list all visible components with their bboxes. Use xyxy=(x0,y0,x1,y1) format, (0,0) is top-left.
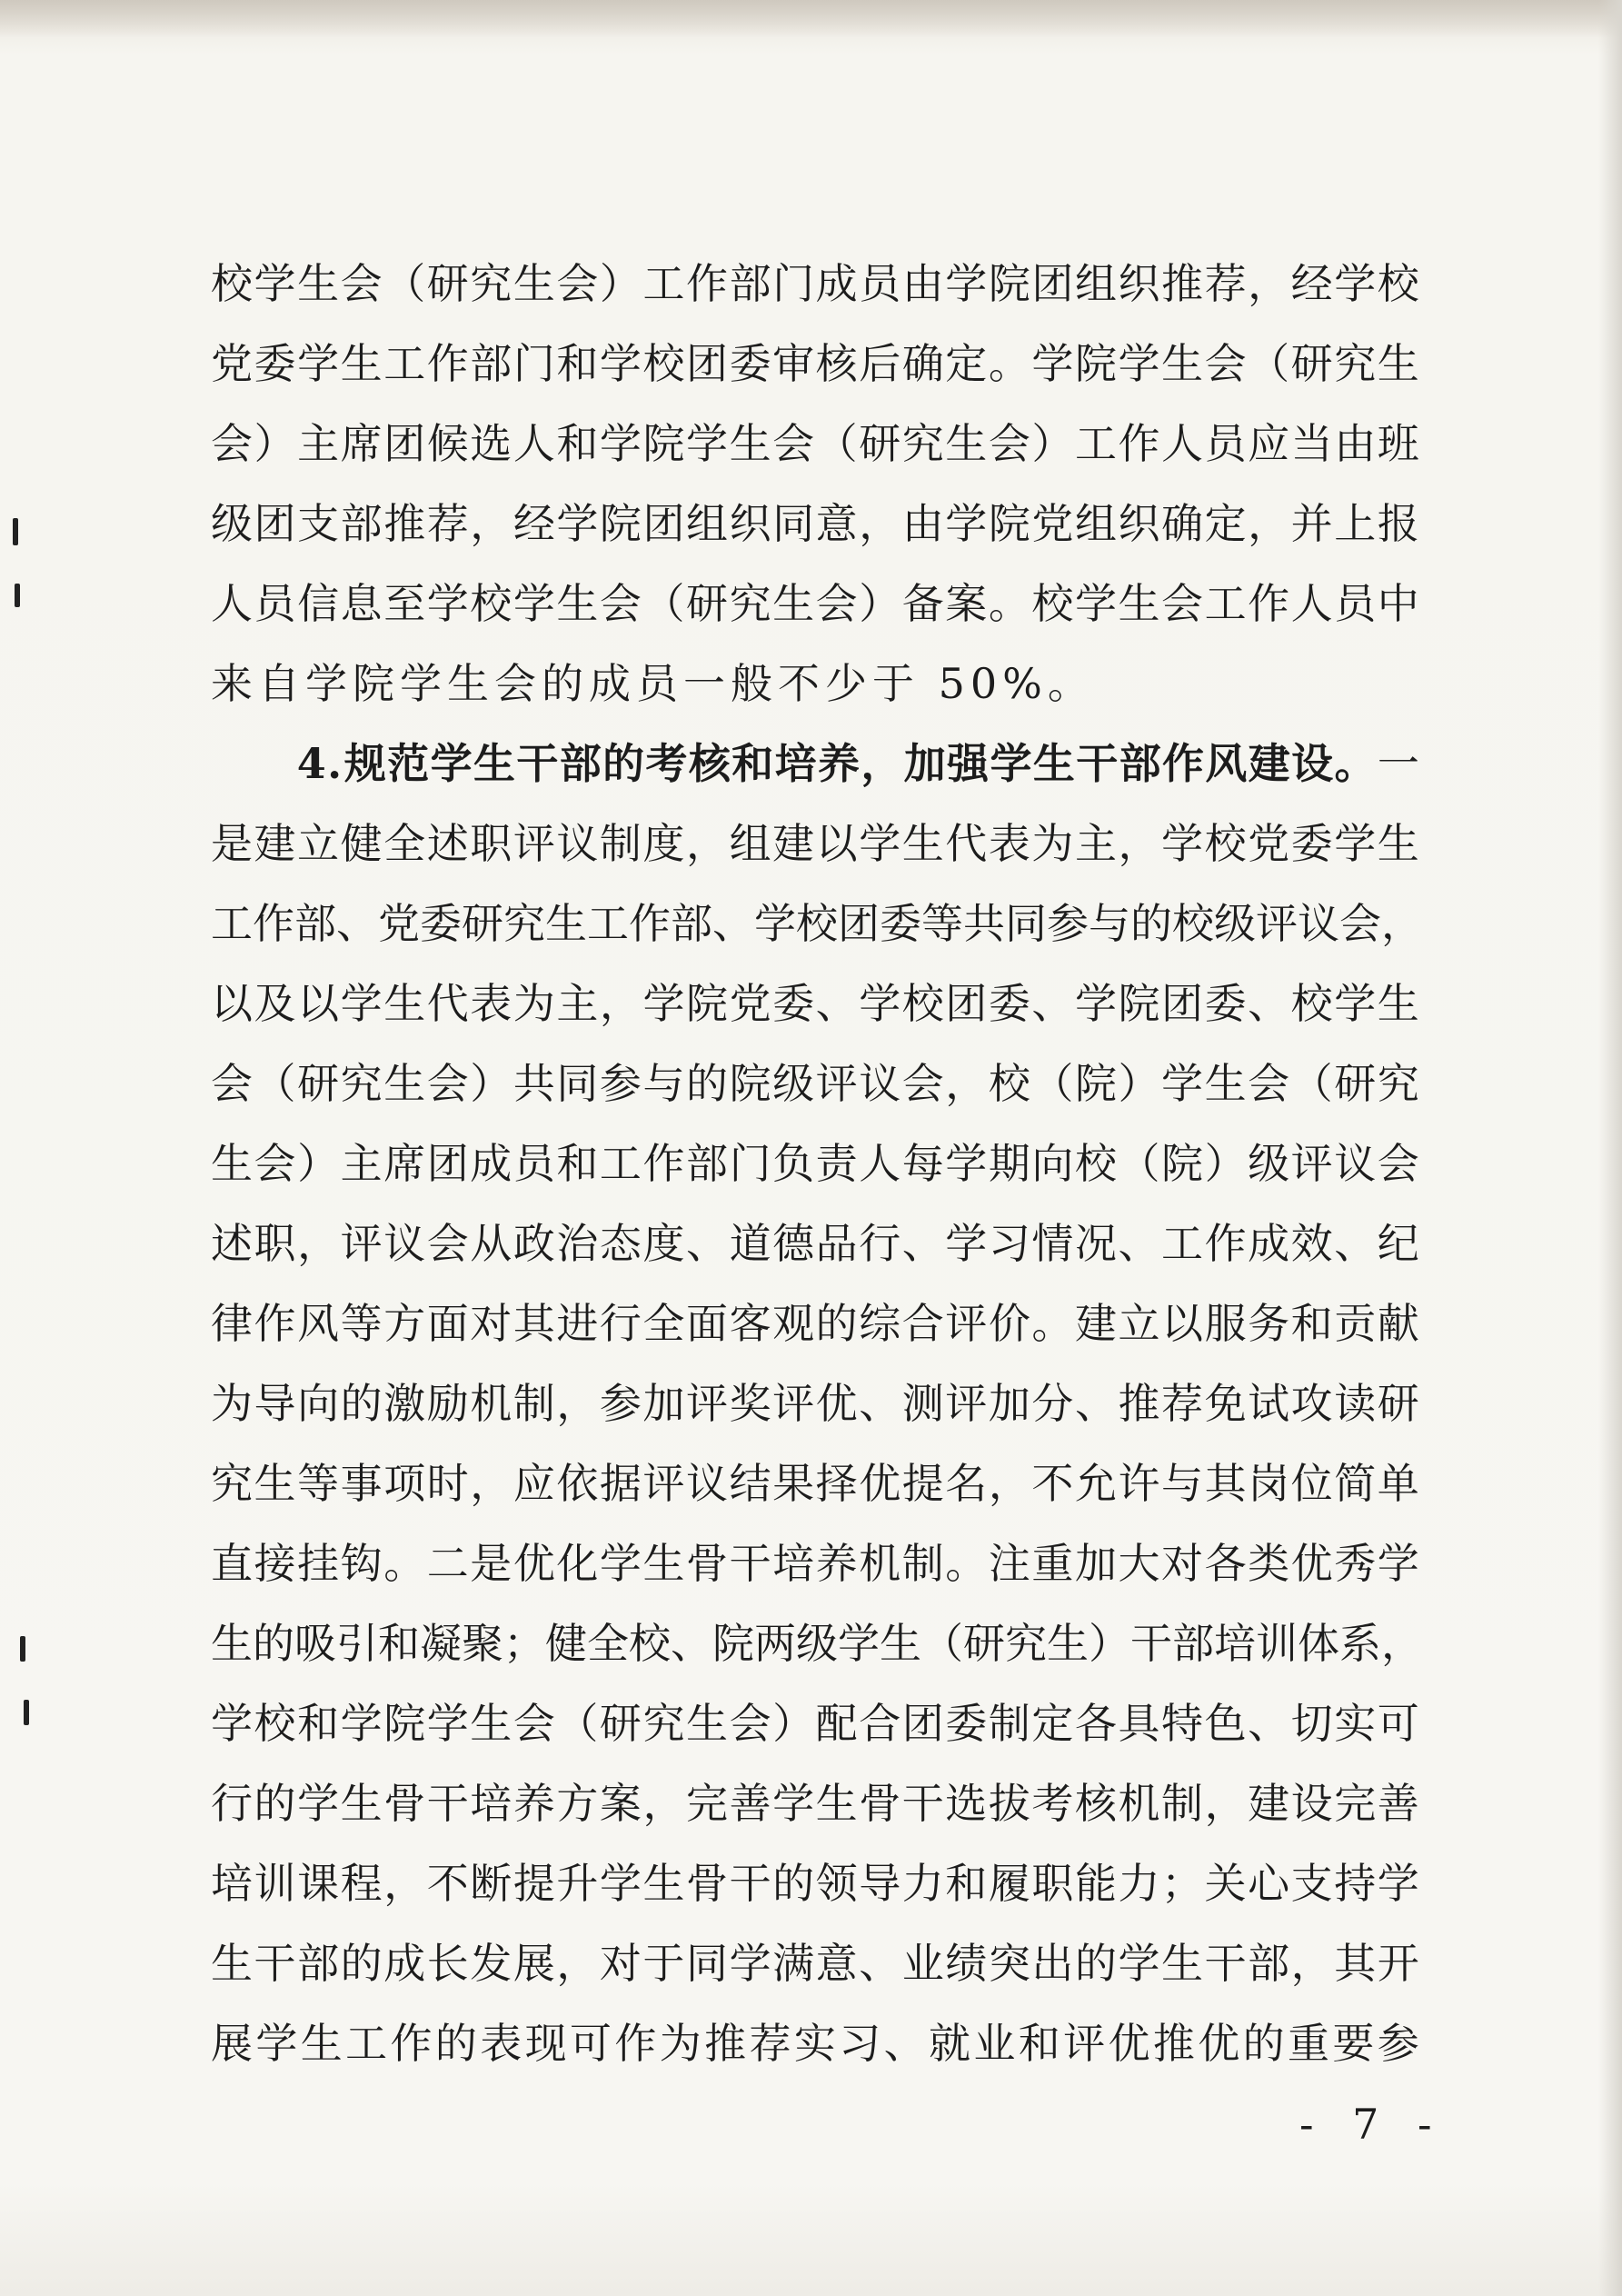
text-line: 会 ） 主 席 团 候 选 人 和 学 院 学 生 会 （ 研 究 生 会 ） 工 作 人 员 应 当 由 班 xyxy=(211,419,1419,468)
text-line: 律 作 风 等 方 面 对 其 进 行 全 面 客 观 的 综 合 评 价 。 建 立 以 服 务 和 贡 献 xyxy=(211,1299,1419,1348)
text-line: 以 及 以 学 生 代 表 为 主 ， 学 院 党 委 、 学 校 团 委 、 学 院 团 委 、 校 学 生 xyxy=(211,979,1419,1028)
text-line: 展 学 生 工 作 的 表 现 可 作 为 推 荐 实 习 、 就 业 和 评 优 推 优 的 重 要 参 xyxy=(211,2019,1419,2068)
text-line: 生 的 吸 引 和 凝 聚 ； 健 全 校 、 院 两 级 学 生 （ 研 究 生 ） 干 部 培 训 体 系 ， xyxy=(211,1619,1423,1668)
scan-right-edge xyxy=(1598,0,1622,2296)
text-line: 行 的 学 生 骨 干 培 养 方 案 ， 完 善 学 生 骨 干 选 拔 考 核 机 制 ， 建 设 完 善 xyxy=(211,1779,1419,1828)
text-line: 4 . 规 范 学 生 干 部 的 考 核 和 培 养 ， 加 强 学 生 干 部 作 风 建 设 。 一 xyxy=(296,739,1419,788)
text-line: 生 干 部 的 成 长 发 展 ， 对 于 同 学 满 意 、 业 绩 突 出 的 学 生 干 部 ， 其 开 xyxy=(211,1939,1419,1988)
text-line: 工 作 部 、 党 委 研 究 生 工 作 部 、 学 校 团 委 等 共 同 参 与 的 校 级 评 议 会 ， xyxy=(211,899,1423,948)
text-line: 生 会 ） 主 席 团 成 员 和 工 作 部 门 负 责 人 每 学 期 向 校 （ 院 ） 级 评 议 会 xyxy=(211,1139,1419,1188)
body-text xyxy=(211,244,1423,2083)
text-line: 校 学 生 会 （ 研 究 生 会 ） 工 作 部 门 成 员 由 学 院 团 组 织 推 荐 ， 经 学 校 xyxy=(211,259,1419,308)
text-line: 党 委 学 生 工 作 部 门 和 学 校 团 委 审 核 后 确 定 。 学 院 学 生 会 （ 研 究 生 xyxy=(211,339,1419,388)
text-line: 为 导 向 的 激 励 机 制 ， 参 加 评 奖 评 优 、 测 评 加 分 、 推 荐 免 试 攻 读 研 xyxy=(211,1379,1419,1428)
text-line: 级 团 支 部 推 荐 ， 经 学 院 团 组 织 同 意 ， 由 学 院 党 组 织 确 定 ， 并 上 报 xyxy=(211,499,1419,548)
binding-mark xyxy=(15,584,20,607)
binding-mark xyxy=(13,518,18,545)
text-line: 学 校 和 学 院 学 生 会 （ 研 究 生 会 ） 配 合 团 委 制 定 各 具 特 色 、 切 实 可 xyxy=(211,1699,1419,1748)
text-line: 述 职 ， 评 议 会 从 政 治 态 度 、 道 德 品 行 、 学 习 情 况 、 工 作 成 效 、 纪 xyxy=(211,1219,1419,1268)
binding-mark xyxy=(24,1700,29,1725)
text-line: 人 员 信 息 至 学 校 学 生 会 （ 研 究 生 会 ） 备 案 。 校 学 生 会 工 作 人 员 中 xyxy=(211,579,1419,628)
binding-mark xyxy=(20,1636,25,1662)
text-line: 会 （ 研 究 生 会 ） 共 同 参 与 的 院 级 评 议 会 ， 校 （ 院 ） 学 生 会 （ 研 究 xyxy=(211,1059,1419,1108)
text-line: 来自学院学生会的成员一般不少于 50%。 xyxy=(211,659,1095,708)
text-line: 培 训 课 程 ， 不 断 提 升 学 生 骨 干 的 领 导 力 和 履 职 能 力 ； 关 心 支 持 学 xyxy=(211,1859,1419,1908)
text-line: 究 生 等 事 项 时 ， 应 依 据 评 议 结 果 择 优 提 名 ， 不 允 许 与 其 岗 位 简 单 xyxy=(211,1459,1419,1508)
page-number: - 7 - xyxy=(1299,2100,1445,2149)
text-line: 直 接 挂 钩 。 二 是 优 化 学 生 骨 干 培 养 机 制 。 注 重 加 大 对 各 类 优 秀 学 xyxy=(211,1539,1419,1588)
scan-top-shadow xyxy=(0,0,1622,38)
text-line: 是 建 立 健 全 述 职 评 议 制 度 ， 组 建 以 学 生 代 表 为 主 ， 学 校 党 委 学 生 xyxy=(211,819,1419,868)
